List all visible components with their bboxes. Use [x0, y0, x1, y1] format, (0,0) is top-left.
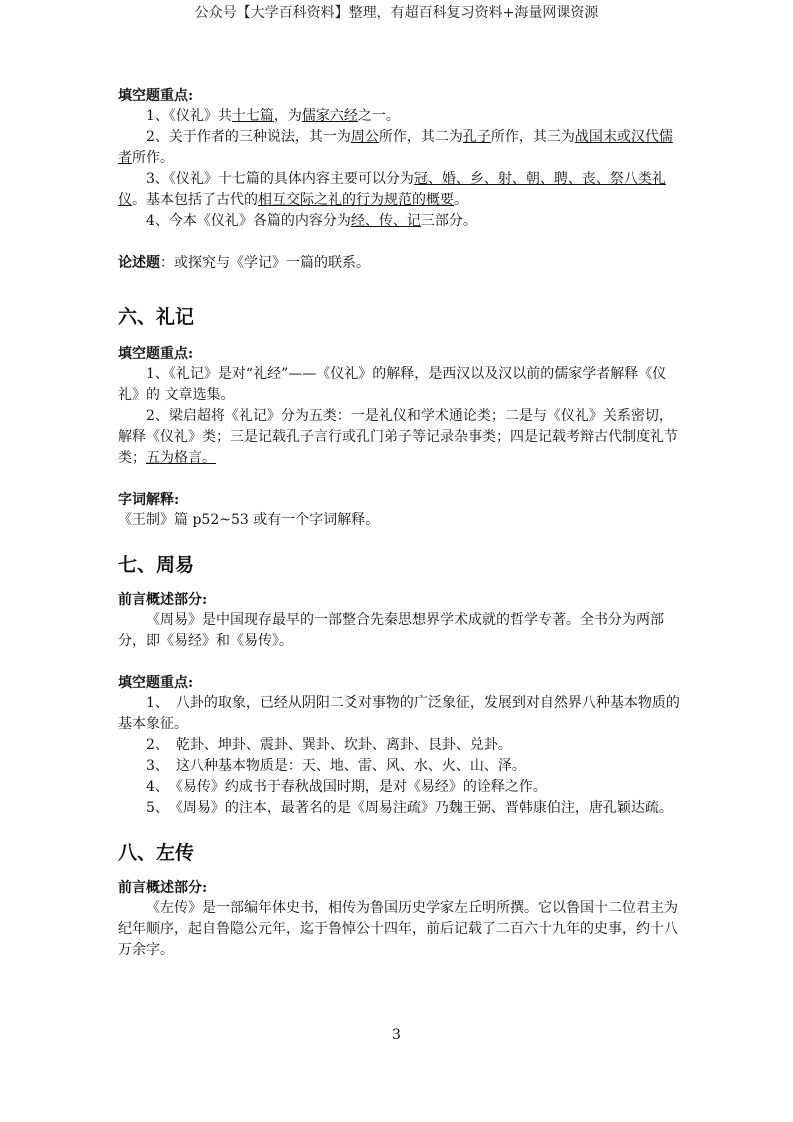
- zhouyi-preface-text: 《周易》是中国现存最早的一部整合先秦思想界学术成就的哲学专著。全书分为两部分，即《易经》和《易传》。: [118, 612, 664, 649]
- yili-item-4: 4、今本《仪礼》各篇的内容分为经、传、记三部分。: [146, 213, 477, 229]
- yili-essay: 论述题：或探究与《学记》一篇的联系。: [118, 255, 370, 271]
- zhouyi-item-3: 3、 这八种基本物质是：天、地、雷、风、水、火、山、泽。: [146, 758, 526, 774]
- yili-item-1: 1、《仪礼》共十七篇，为儒家六经之一。: [146, 108, 400, 124]
- yili-fill-label: 填空题重点:: [118, 88, 194, 104]
- zuozhuan-preface-text: 《左传》是一部编年体史书，相传为鲁国历史学家左丘明所撰。它以鲁国十二位君主为纪年顺序，起自鲁隐公元年，迄于鲁悼公十四年，前后记载了二百六十九年的史事，约十八万余字。: [118, 900, 678, 958]
- zhouyi-fill-label: 填空题重点:: [118, 675, 194, 691]
- liji-word-text: 《王制》篇 p52~53 或有一个字词解释。: [118, 512, 380, 528]
- page-number: 3: [392, 1027, 401, 1043]
- liji-word-label: 字词解释:: [118, 492, 180, 508]
- zhouyi-item-4: 4、 《易传》约成书于春秋战国时期，是对《易经》的诠释之作。: [146, 779, 547, 795]
- zhouyi-item-2: 2、 乾卦、坤卦、震卦、巽卦、坎卦、离卦、艮卦、兑卦。: [146, 737, 512, 753]
- zhouyi-item-1: 1、 八卦的取象，已经从阴阳二爻对事物的广泛象征，发展到对自然界八种基本物质的基本象征。: [118, 695, 680, 732]
- liji-fill-label: 填空题重点:: [118, 346, 194, 362]
- liji-item-1: 1、《礼记》是对“礼经”——《仪礼》的解释，是西汉以及汉以前的儒家学者解释《仪礼》的 文章选集。: [118, 366, 667, 403]
- section-title-zhouyi: 七、周易: [118, 554, 195, 576]
- liji-item-2: 2、梁启超将《礼记》分为五类：一是礼仪和学术通论类；二是与《仪礼》关系密切，解释《仪礼》类；三是记载孔子言行或孔门弟子等记录杂事类；四是记载考辩古代制度礼节类；五为格言。: [118, 408, 678, 466]
- section-title-liji: 六、礼记: [118, 306, 195, 328]
- page-header: 公众号【大学百科资料】整理，有超百科复习资料+海量网课资源: [194, 5, 599, 21]
- zhouyi-item-5: 5、 《周易》的注本，最著名的是《周易注疏》乃魏王弼、晋韩康伯注，唐孔颖达疏。: [146, 800, 673, 816]
- document-body: [118, 86, 680, 961]
- section-title-zuozhuan: 八、左传: [118, 842, 195, 864]
- yili-item-3: 3、《仪礼》十七篇的具体内容主要可以分为冠、婚、乡、射、朝、聘、丧、祭八类礼仪。基本包括了古代的相互交际之礼的行为规范的概要。: [118, 171, 666, 208]
- zhouyi-preface-label: 前言概述部分:: [118, 592, 208, 608]
- zuozhuan-preface-label: 前言概述部分:: [118, 880, 208, 896]
- yili-item-2: 2、关于作者的三种说法，其一为周公所作，其二为孔子所作，其三为战国末或汉代儒者所作。: [118, 129, 673, 166]
